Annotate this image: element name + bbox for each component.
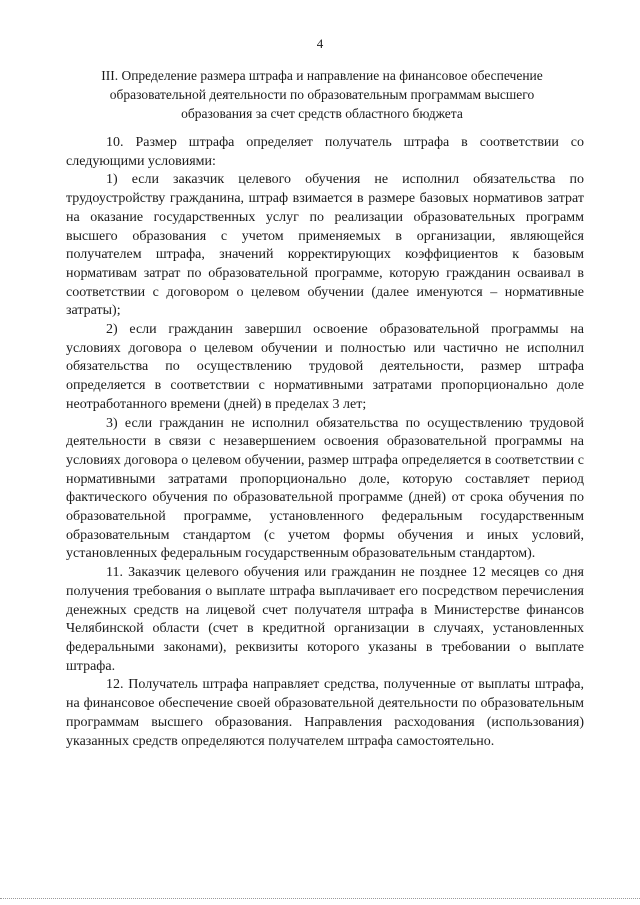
page-number: 4 bbox=[316, 36, 324, 51]
document-body bbox=[66, 134, 584, 751]
section-heading-line: образования за счет средств областного бюджета bbox=[181, 106, 463, 121]
paragraph-11: 11. Заказчик целевого обучения или гражданин не позднее 12 месяцев со дня получения требования о выплате штрафа выплачивает его посредством перечисления денежных средств на лицевой счет получателя штрафа в Министерстве финансов Челябинской области (счет в кредитной организации в случаях, установленных федеральными законами), реквизиты которого указаны в требовании о выплате штрафа. bbox=[66, 565, 584, 674]
paragraph-10: 10. Размер штрафа определяет получатель штрафа в соответствии со следующими условиями: bbox=[66, 135, 584, 169]
paragraph-12: 12. Получатель штрафа направляет средства, полученные от выплаты штрафа, на финансовое обеспечение своей образовательной деятельности по образовательным программам высшего образования. Направления расходования (использования) указанных средств определяются получателем штрафа самостоятельно. bbox=[66, 677, 584, 749]
paragraph-10-item-3: 3) если гражданин не исполнил обязательства по осуществлению трудовой деятельности в связи с незавершением освоения образовательной программы на условиях договора о целевом обучении, размер штрафа определяется в соответствии с нормативными затратами пропорционально доле, которую составляет период фактического обучения по образовательной программе (дней) от срока обучения по образовательной программе, установленного федеральным государственным образовательным стандартом (с учетом формы обучения и иных условий, установленных федеральным государственным образовательным стандартом). bbox=[66, 415, 584, 562]
section-heading-line: III. Определение размера штрафа и направление на финансовое обеспечение bbox=[101, 68, 543, 83]
section-heading bbox=[72, 66, 572, 123]
paragraph-10-item-2: 2) если гражданин завершил освоение образовательной программы на условиях договора о целевом обучении и полностью или частично не исполнил обязательства по осуществлению трудовой деятельности, размер штрафа определяется в соответствии с нормативными затратами пропорционально доле неотработанного времени (дней) в пределах 3 лет; bbox=[66, 322, 584, 412]
paragraph-10-item-1: 1) если заказчик целевого обучения не исполнил обязательства по трудоустройству гражданина, штраф взимается в размере базовых нормативов затрат на оказание государственных услуг по реализации образовательных программ высшего образования с учетом применяемых в организации, являющейся получателем штрафа, значений корректирующих коэффициентов к базовым нормативам затрат по образовательной программе, которую гражданин осваивал в соответствии с договором о целевом обучении (далее именуются – нормативные затраты); bbox=[66, 172, 584, 319]
section-heading-line: образовательной деятельности по образовательным программам высшего bbox=[109, 87, 535, 102]
footer-divider bbox=[0, 898, 640, 899]
